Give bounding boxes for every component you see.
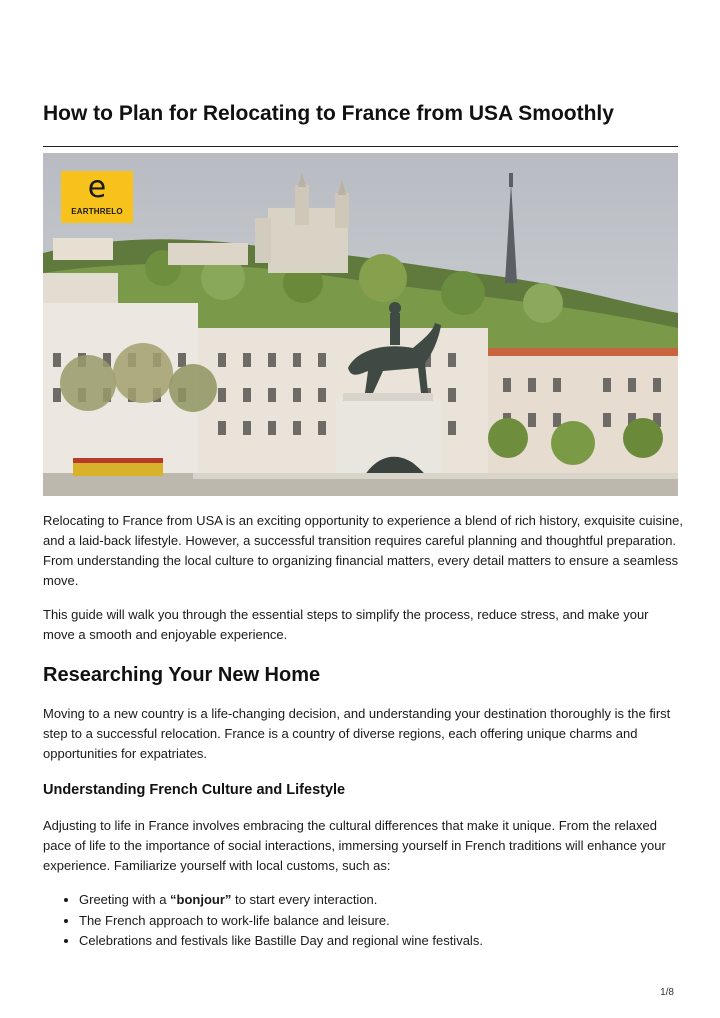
list-item-text: The French approach to work-life balance and leisure. bbox=[79, 912, 390, 928]
customs-list bbox=[43, 890, 483, 952]
list-item bbox=[79, 911, 483, 932]
intro-paragraph-1: Relocating to France from USA is an exciting opportunity to experience a blend of rich history, exquisite cuisine, and a laid-back lifestyle. However, a successful transition requires careful planning and thoughtful preparation. From understanding the local culture to organizing financial matters, every detail matters to ensure a seamless move. bbox=[43, 513, 683, 588]
section-paragraph: Moving to a new country is a life-changing decision, and understanding your destination thoroughly is the first step to a successful relocation. France is a country of diverse regions, each offering unique charms and opportunities for expatriates. bbox=[43, 706, 671, 761]
page-title: How to Plan for Relocating to France from USA Smoothly bbox=[43, 102, 614, 125]
subsection-paragraph: Adjusting to life in France involves embracing the cultural differences that make it unique. From the relaxed pace of life to the importance of social interactions, immersing yourself in French traditions will enhance your experience. Familiarize yourself with local customs, such as: bbox=[43, 818, 666, 873]
section-heading: Researching Your New Home bbox=[43, 664, 321, 686]
logo-wordmark: EARTHRELO bbox=[71, 207, 123, 216]
list-item-text: Greeting with a bbox=[79, 892, 171, 907]
earthrelo-logo bbox=[61, 171, 133, 223]
list-item bbox=[79, 890, 483, 911]
subsection-heading: Understanding French Culture and Lifestyle bbox=[43, 782, 346, 798]
intro-paragraph-2: This guide will walk you through the essential steps to simplify the process, reduce stress, and make your move a smooth and enjoyable experience. bbox=[43, 607, 649, 642]
list-item-text: to start every interaction. bbox=[231, 892, 378, 907]
list-item-text: Celebrations and festivals like Bastille Day and regional wine festivals. bbox=[79, 933, 483, 948]
lyon-cityscape-photo bbox=[43, 153, 678, 496]
list-item-emphasis: “bonjour” bbox=[170, 892, 232, 907]
title-divider bbox=[43, 146, 678, 147]
list-item bbox=[79, 931, 483, 952]
page-number: 1/8 bbox=[660, 987, 674, 998]
logo-glyph: e bbox=[87, 170, 107, 205]
hero-image bbox=[43, 153, 678, 496]
